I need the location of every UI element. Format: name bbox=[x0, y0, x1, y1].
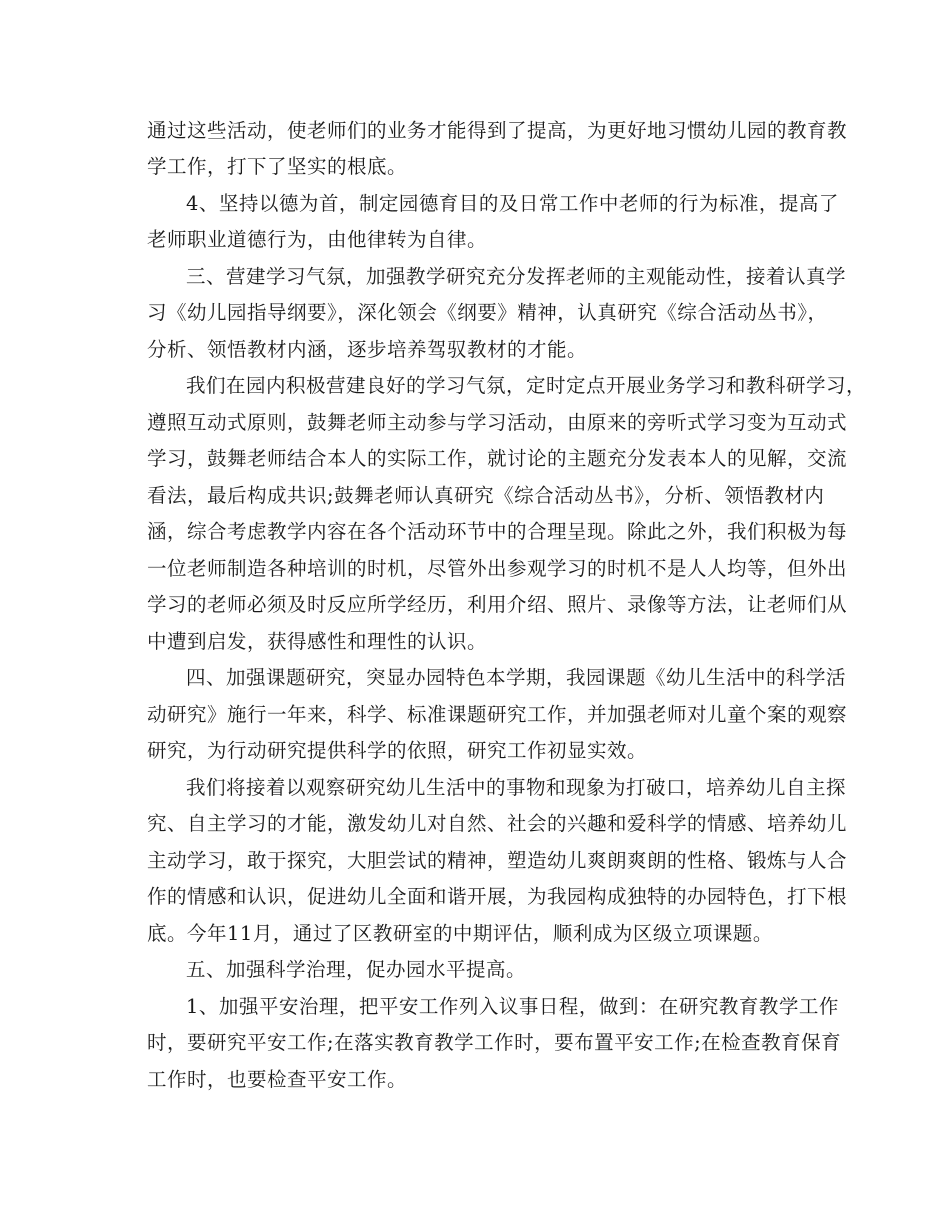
text-line: 看法，最后构成共识;鼓舞老师认真研究《综合活动丛书》，分析、领悟教材内 bbox=[147, 484, 825, 507]
text-line: 底。今年11月，通过了区教研室的中期评估，顺利成为区级立项课题。 bbox=[147, 922, 773, 945]
text-line: 涵，综合考虑教学内容在各个活动环节中的合理呈现。除此之外，我们积极为每 bbox=[147, 520, 848, 543]
text-line: 五、加强科学治理，促办园水平提高。 bbox=[186, 958, 527, 981]
text-line: 一位老师制造各种培训的时机，尽管外出参观学习的时机不是人人均等，但外出 bbox=[147, 557, 848, 580]
text-line: 通过这些活动，使老师们的业务才能得到了提高，为更好地习惯幼儿园的教育教 bbox=[147, 119, 848, 142]
text-line: 学习，鼓舞老师结合本人的实际工作，就讨论的主题充分发表本人的见解，交流 bbox=[147, 447, 848, 470]
text-line: 工作时，也要检查平安工作。 bbox=[147, 1068, 408, 1091]
text-line: 习《幼儿园指导纲要》，深化领会《纲要》精神，认真研究《综合活动丛书》， bbox=[147, 301, 828, 324]
text-line: 学工作，打下了坚实的根底。 bbox=[147, 155, 408, 178]
text-line: 我们在园内积极营建良好的学习气氛，定时定点开展业务学习和教科研学习， bbox=[186, 374, 867, 397]
text-line: 主动学习，敢于探究，大胆尝试的精神，塑造幼儿爽朗爽朗的性格、锻炼与人合 bbox=[147, 849, 848, 872]
text-line: 究、自主学习的才能，激发幼儿对自然、社会的兴趣和爱科学的情感、培养幼儿 bbox=[147, 812, 848, 835]
text-line: 4、坚持以德为首，制定园德育目的及日常工作中老师的行为标准，提高了 bbox=[186, 192, 839, 215]
text-line: 分析、领悟教材内涵，逐步培养驾驭教材的才能。 bbox=[147, 338, 588, 361]
text-line: 研究，为行动研究提供科学的依照，研究工作初显实效。 bbox=[147, 739, 648, 762]
text-line: 时，要研究平安工作;在落实教育教学工作时，要布置平安工作;在检查教育保育 bbox=[147, 1031, 842, 1054]
text-line: 四、加强课题研究，突显办园特色本学期，我园课题《幼儿生活中的科学活 bbox=[186, 666, 847, 689]
text-line: 作的情感和认识，促进幼儿全面和谐开展，为我园构成独特的办园特色，打下根 bbox=[147, 885, 848, 908]
text-line: 老师职业道德行为，由他律转为自律。 bbox=[147, 228, 488, 251]
text-line: 三、营建学习气氛，加强教学研究充分发挥老师的主观能动性，接着认真学 bbox=[186, 265, 847, 288]
text-line: 动研究》施行一年来，科学、标准课题研究工作，并加强老师对儿童个案的观察 bbox=[147, 703, 848, 726]
text-line: 1、加强平安治理，把平安工作列入议事日程，做到：在研究教育教学工作 bbox=[186, 995, 839, 1018]
text-line: 我们将接着以观察研究幼儿生活中的事物和现象为打破口，培养幼儿自主探 bbox=[186, 776, 847, 799]
text-line: 遵照互动式原则，鼓舞老师主动参与学习活动，由原来的旁听式学习变为互动式 bbox=[147, 411, 848, 434]
text-line: 中遭到启发，获得感性和理性的认识。 bbox=[147, 630, 488, 653]
text-line: 学习的老师必须及时反应所学经历，利用介绍、照片、录像等方法，让老师们从 bbox=[147, 593, 848, 616]
